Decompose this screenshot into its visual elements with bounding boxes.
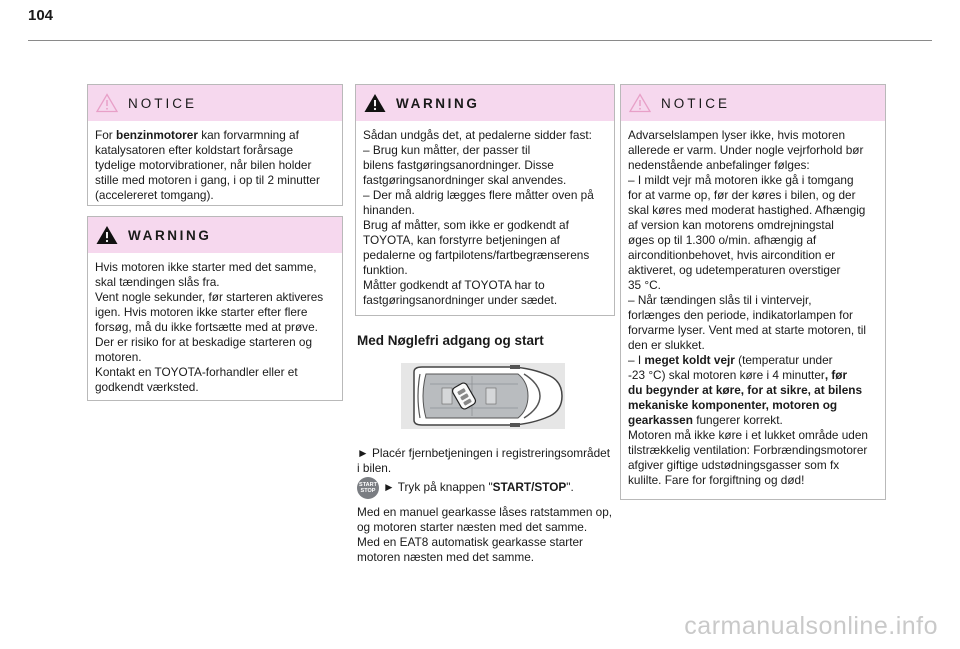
notice-title: NOTICE (661, 95, 731, 111)
warning-box-starter (87, 216, 343, 401)
warning-title: WARNING (128, 227, 212, 243)
warning-header (356, 85, 614, 121)
text-line: stille med motoren i gang, i op til 2 minutter (95, 173, 320, 187)
text-line: allerede er varm. Under nogle vejrforhold bør (628, 143, 864, 157)
text-line: forsøg, må du ikke fortsætte med at prøve. (95, 320, 318, 334)
text-line: Måtter godkendt af TOYOTA har to (363, 278, 545, 292)
text-line: Advarselslampen lyser ikke, hvis motoren (628, 128, 846, 142)
text-line: airconditionbehovet, hvis aircondition er (628, 248, 836, 262)
text-line: (accelereret tomgang). (95, 188, 214, 202)
top-divider (28, 40, 932, 41)
text-line: – I meget koldt vejr (temperatur under (628, 353, 833, 367)
warning-header (88, 217, 342, 253)
text-line: nedenstående anbefalinger følges: (628, 158, 810, 172)
text-line: 35 °C. (628, 278, 661, 292)
text-line: fastgøringsanordninger under sædet. (363, 293, 558, 307)
text-line: gearkassen fungerer korrekt. (628, 413, 783, 427)
start-stop-button-icon: START STOP (357, 477, 379, 499)
text-line: Hvis motoren ikke starter med det samme, (95, 260, 317, 274)
text-line: skal køres med moderat hastighed. Afhængig (628, 203, 866, 217)
text-line: fastgøringsanordninger skal anvendes. (363, 173, 567, 187)
page-number: 104 (28, 7, 54, 24)
notice-title: NOTICE (128, 95, 198, 111)
text-line: du begynder at køre, for at sikre, at bilens (628, 383, 863, 397)
warning-box-mats (355, 84, 615, 316)
text-line: Med en manuel gearkasse låses ratstammen op, (357, 505, 613, 519)
text-line: igen. Hvis motoren ikke starter efter flere (95, 305, 308, 319)
text-line: aktiveret, og udetemperaturen overstiger (628, 263, 841, 277)
text-line: kulilte. Fare for forgiftning og død! (628, 473, 805, 487)
text-line: Kontakt en TOYOTA-forhandler eller et (95, 365, 298, 379)
warning-triangle-icon (364, 93, 386, 113)
text-line: bilens fastgøringsanordninger. Disse (363, 158, 554, 172)
warning-triangle-icon (96, 225, 118, 245)
text-line: Brug af måtter, som ikke er godkendt af (363, 218, 569, 232)
car-top-view-illustration (400, 362, 566, 430)
instructions-block (357, 446, 619, 565)
text-line: tydelige motorvibrationer, når bilen holder (95, 158, 312, 172)
text-line: afgiver giftige udstødningsgasser som fx (628, 458, 840, 472)
text-line: mekaniske komponenter, motoren og (628, 398, 838, 412)
text-line: – Brug kun måtter, der passer til (363, 143, 531, 157)
text-line: funktion. (363, 263, 408, 277)
text-line: -23 °C) skal motoren køre i 4 minutter, før (628, 368, 848, 382)
text-line: og motoren starter næsten med det samme. (357, 520, 588, 534)
text-line: tilstrækkelig ventilation: Forbrændingsmotorer (628, 443, 868, 457)
text-line: TOYOTA, kan forstyrre betjeningen af (363, 233, 560, 247)
text-line: forvarme lyser. Vent med at starte motoren, til (628, 323, 866, 337)
step-place-remote (357, 446, 619, 476)
text-line: Sådan undgås det, at pedalerne sidder fast: (363, 128, 592, 142)
text-line: motoren. (95, 350, 142, 364)
text-line: For benzinmotorer kan forvarmning af (95, 128, 299, 142)
notice-triangle-icon (96, 93, 118, 113)
notice-body (621, 121, 885, 496)
text-line: – Når tændingen slås til i vintervejr, (628, 293, 812, 307)
text-line: pedalerne og fartpilotens/fartbegrænserens (363, 248, 590, 262)
text-line: Motoren må ikke køre i et lukket område uden (628, 428, 868, 442)
text-line: godkendt værksted. (95, 380, 199, 394)
text-line: ► Placér fjernbetjeningen i registreringsområdet (357, 446, 610, 460)
warning-body (88, 253, 342, 403)
watermark: carmanualsonline.info (684, 612, 938, 640)
text-line: hinanden. (363, 203, 415, 217)
text-line: af version kan motorens omdrejningstal (628, 218, 834, 232)
text-line: for at varme op, før der køres i bilen, og der (628, 188, 856, 202)
warning-title: WARNING (396, 95, 480, 111)
warning-body (356, 121, 614, 316)
text-line: i bilen. (357, 461, 392, 475)
section-heading: Med Nøglefri adgang og start (357, 333, 544, 348)
text-line: øges op til 1.300 o/min. afhængig af (628, 233, 817, 247)
text-line: – Der må aldrig lægges flere måtter oven på (363, 188, 594, 202)
notice-triangle-icon (629, 93, 651, 113)
text-line: Vent nogle sekunder, før starteren aktiveres (95, 290, 324, 304)
notice-header (621, 85, 885, 121)
text-line: Der er risiko for at beskadige starteren og (95, 335, 313, 349)
text-line: skal tændingen slås fra. (95, 275, 220, 289)
text-line: katalysatoren efter koldstart forårsage (95, 143, 294, 157)
notice-box-weather (620, 84, 886, 500)
gearbox-paragraph (357, 505, 619, 565)
notice-header (88, 85, 342, 121)
text-line: den er slukket. (628, 338, 705, 352)
text-line: forlænges den periode, indikatorlampen for (628, 308, 853, 322)
text-line: – I mildt vejr må motoren ikke gå i tomgang (628, 173, 854, 187)
notice-box-benzin (87, 84, 343, 206)
text-line: motoren næsten med det samme. (357, 550, 535, 564)
step-press-button: START STOP ► Tryk på knappen "START/STOP". (357, 477, 619, 499)
text-line: Med en EAT8 automatisk gearkasse starter (357, 535, 583, 549)
notice-body (88, 121, 342, 211)
